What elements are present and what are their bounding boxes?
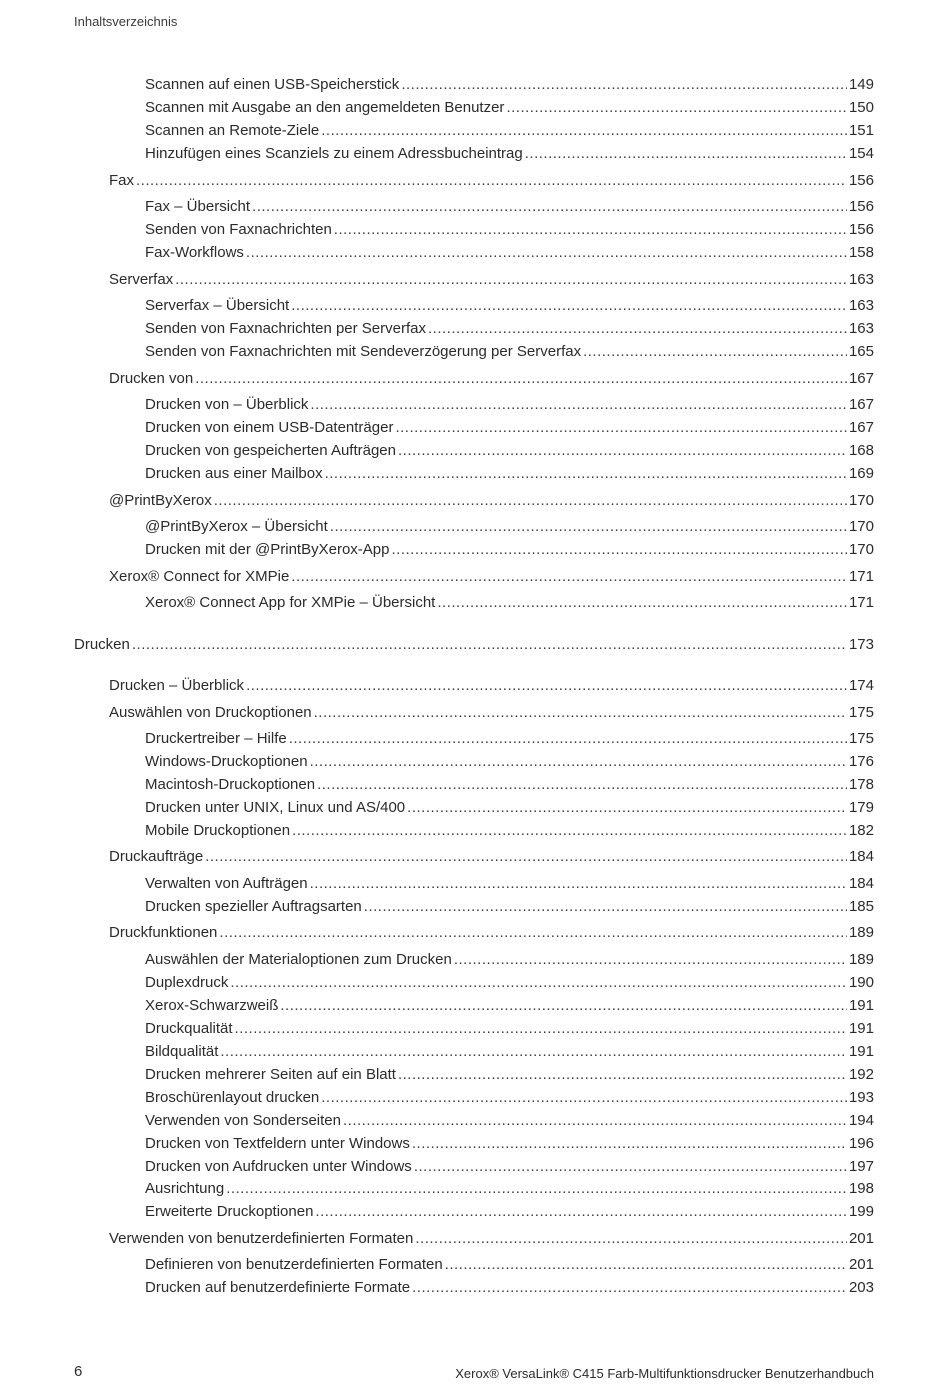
toc-entry-page-number: 158 — [848, 244, 874, 261]
toc-entry-page-number: 163 — [848, 320, 874, 337]
toc-entry-title: Senden von Faxnachrichten — [145, 221, 332, 238]
toc-entry-title: Drucken von Aufdrucken unter Windows — [145, 1158, 412, 1175]
toc-subsection-entry[interactable] — [145, 1202, 874, 1222]
toc-subsection-entry[interactable] — [145, 1065, 874, 1085]
toc-subsection-entry[interactable] — [145, 342, 874, 362]
toc-entry-page-number: 174 — [848, 677, 874, 694]
toc-dot-leader — [437, 593, 847, 613]
toc-entry-page-number: 184 — [848, 848, 874, 865]
toc-entry-page-number: 151 — [848, 122, 874, 139]
toc-subsection-entry[interactable] — [145, 996, 874, 1016]
toc-dot-leader — [398, 1065, 847, 1085]
toc-entry-title: Hinzufügen eines Scanziels zu einem Adressbucheintrag — [145, 145, 523, 162]
toc-entry-title: @PrintByXerox — [109, 492, 212, 509]
toc-section-entry[interactable] — [109, 369, 874, 389]
toc-subsection-entry[interactable] — [145, 121, 874, 141]
toc-dot-leader — [583, 342, 847, 362]
toc-entry-page-number: 179 — [848, 799, 874, 816]
toc-dot-leader — [428, 319, 847, 339]
toc-dot-leader — [195, 369, 847, 389]
toc-dot-leader — [343, 1111, 847, 1131]
toc-subsection-entry[interactable] — [145, 197, 874, 217]
toc-entry-page-number: 192 — [848, 1066, 874, 1083]
toc-entry-title: @PrintByXerox – Übersicht — [145, 518, 328, 535]
toc-entry-page-number: 163 — [848, 297, 874, 314]
toc-entry-title: Drucken von Textfeldern unter Windows — [145, 1135, 410, 1152]
toc-entry-page-number: 156 — [848, 172, 874, 189]
toc-subsection-entry[interactable] — [145, 752, 874, 772]
toc-subsection-entry[interactable] — [145, 75, 874, 95]
toc-dot-leader — [280, 996, 847, 1016]
toc-entry-title: Drucken von – Überblick — [145, 396, 309, 413]
toc-dot-leader — [219, 923, 847, 943]
toc-entry-page-number: 170 — [848, 541, 874, 558]
toc-dot-leader — [252, 197, 847, 217]
toc-entry-title: Drucken aus einer Mailbox — [145, 465, 323, 482]
toc-dot-leader — [220, 1042, 847, 1062]
toc-section-entry[interactable] — [109, 703, 874, 723]
toc-entry-title: Drucken spezieller Auftragsarten — [145, 898, 362, 915]
toc-subsection-entry[interactable] — [145, 540, 874, 560]
toc-section-entry[interactable] — [109, 270, 874, 290]
toc-entry-title: Scannen mit Ausgabe an den angemeldeten Benutzer — [145, 99, 505, 116]
toc-entry-title: Drucken unter UNIX, Linux und AS/400 — [145, 799, 406, 816]
toc-subsection-entry[interactable] — [145, 821, 874, 841]
toc-entry-page-number: 184 — [848, 875, 874, 892]
toc-entry-page-number: 176 — [848, 753, 874, 770]
toc-dot-leader — [289, 729, 847, 749]
toc-entry-title: Drucken von einem USB-Datenträger — [145, 419, 394, 436]
toc-dot-leader — [412, 1134, 847, 1154]
toc-subsection-entry[interactable] — [145, 1019, 874, 1039]
toc-entry-page-number: 175 — [848, 704, 874, 721]
toc-dot-leader — [314, 703, 847, 723]
toc-dot-leader — [391, 540, 846, 560]
toc-subsection-entry[interactable] — [145, 1111, 874, 1131]
toc-entry-page-number: 191 — [848, 997, 874, 1014]
toc-dot-leader — [364, 897, 847, 917]
toc-entry-title: Windows-Druckoptionen — [145, 753, 308, 770]
toc-subsection-entry[interactable] — [145, 1157, 874, 1177]
toc-subsection-entry[interactable] — [145, 98, 874, 118]
toc-dot-leader — [310, 752, 847, 772]
toc-entry-page-number: 189 — [848, 924, 874, 941]
toc-chapter-entry[interactable] — [74, 635, 874, 655]
toc-entry-page-number: 167 — [848, 396, 874, 413]
toc-section-entry[interactable] — [109, 676, 874, 696]
toc-subsection-entry[interactable] — [145, 1042, 874, 1062]
toc-entry-title: Scannen an Remote-Ziele — [145, 122, 320, 139]
toc-subsection-entry[interactable] — [145, 395, 874, 415]
toc-dot-leader — [325, 464, 847, 484]
toc-section-entry[interactable] — [109, 171, 874, 191]
toc-dot-leader — [412, 1278, 847, 1298]
toc-entry-title: Druckqualität — [145, 1020, 233, 1037]
toc-entry-page-number: 182 — [848, 822, 874, 839]
toc-dot-leader — [315, 1202, 847, 1222]
toc-dot-leader — [136, 171, 847, 191]
toc-dot-leader — [291, 296, 847, 316]
toc-entry-title: Mobile Druckoptionen — [145, 822, 291, 839]
toc-entry-page-number: 170 — [848, 492, 874, 509]
toc-entry-title: Duplexdruck — [145, 974, 229, 991]
toc-entry-title: Erweiterte Druckoptionen — [145, 1203, 314, 1220]
toc-entry-title: Drucken von gespeicherten Aufträgen — [145, 442, 396, 459]
toc-entry-page-number: 178 — [848, 776, 874, 793]
toc-dot-leader — [445, 1255, 847, 1275]
toc-entry-page-number: 171 — [848, 568, 874, 585]
footer-document-title: Xerox® VersaLink® C415 Farb-Multifunktionsdrucker Benutzerhandbuch — [455, 1366, 874, 1381]
toc-entry-page-number: 163 — [848, 271, 874, 288]
toc-entry-page-number: 167 — [848, 370, 874, 387]
toc-entry-page-number: 191 — [848, 1020, 874, 1037]
toc-entry-page-number: 197 — [848, 1158, 874, 1175]
toc-entry-title: Bildqualität — [145, 1043, 219, 1060]
toc-subsection-entry[interactable] — [145, 874, 874, 894]
toc-subsection-entry[interactable] — [145, 593, 874, 613]
toc-entry-page-number: 156 — [848, 221, 874, 238]
toc-dot-leader — [398, 441, 847, 461]
toc-entry-page-number: 150 — [848, 99, 874, 116]
toc-dot-leader — [525, 144, 847, 164]
toc-subsection-entry[interactable] — [145, 243, 874, 263]
toc-subsection-entry[interactable] — [145, 973, 874, 993]
toc-entry-page-number: 199 — [848, 1203, 874, 1220]
toc-dot-leader — [226, 1179, 847, 1199]
toc-subsection-entry[interactable] — [145, 464, 874, 484]
toc-dot-leader — [246, 676, 847, 696]
toc-subsection-entry[interactable] — [145, 1134, 874, 1154]
toc-dot-leader — [214, 491, 847, 511]
toc-entry-page-number: 168 — [848, 442, 874, 459]
toc-section-entry[interactable] — [109, 847, 874, 867]
toc-entry-title: Drucken – Überblick — [109, 677, 245, 694]
toc-dot-leader — [235, 1019, 847, 1039]
toc-entry-page-number: 149 — [848, 76, 874, 93]
toc-entry-title: Broschürenlayout drucken — [145, 1089, 320, 1106]
toc-entry-title: Verwalten von Aufträgen — [145, 875, 308, 892]
toc-subsection-entry[interactable] — [145, 950, 874, 970]
toc-entry-title: Drucken — [74, 636, 130, 653]
toc-dot-leader — [334, 220, 847, 240]
toc-subsection-entry[interactable] — [145, 729, 874, 749]
toc-entry-title: Ausrichtung — [145, 1180, 225, 1197]
toc-section-entry[interactable] — [109, 491, 874, 511]
toc-dot-leader — [506, 98, 847, 118]
toc-entry-title: Drucken mehrerer Seiten auf ein Blatt — [145, 1066, 396, 1083]
toc-entry-title: Druckfunktionen — [109, 924, 218, 941]
toc-subsection-entry[interactable] — [145, 1255, 874, 1275]
toc-entry-title: Serverfax — [109, 271, 174, 288]
toc-entry-title: Fax – Übersicht — [145, 198, 251, 215]
toc-section-entry[interactable] — [109, 567, 874, 587]
toc-entry-title: Xerox® Connect App for XMPie – Übersicht — [145, 594, 436, 611]
toc-dot-leader — [292, 821, 847, 841]
toc-subsection-entry[interactable] — [145, 798, 874, 818]
toc-dot-leader — [401, 75, 847, 95]
toc-dot-leader — [310, 395, 847, 415]
toc-entry-page-number: 194 — [848, 1112, 874, 1129]
toc-dot-leader — [132, 635, 847, 655]
toc-entry-page-number: 170 — [848, 518, 874, 535]
toc-entry-title: Auswählen von Druckoptionen — [109, 704, 312, 721]
toc-entry-title: Definieren von benutzerdefinierten Formaten — [145, 1256, 443, 1273]
toc-entry-page-number: 173 — [848, 636, 874, 653]
running-header: Inhaltsverzeichnis — [74, 14, 178, 29]
toc-entry-page-number: 193 — [848, 1089, 874, 1106]
toc-dot-leader — [291, 567, 847, 587]
toc-entry-title: Senden von Faxnachrichten per Serverfax — [145, 320, 426, 337]
toc-dot-leader — [407, 798, 847, 818]
toc-subsection-entry[interactable] — [145, 1179, 874, 1199]
toc-entry-page-number: 189 — [848, 951, 874, 968]
toc-entry-title: Fax — [109, 172, 135, 189]
toc-entry-page-number: 175 — [848, 730, 874, 747]
footer-page-number: 6 — [74, 1363, 83, 1380]
toc-entry-title: Senden von Faxnachrichten mit Sendeverzögerung per Serverfax — [145, 343, 582, 360]
toc-dot-leader — [330, 517, 847, 537]
toc-entry-title: Xerox® Connect for XMPie — [109, 568, 290, 585]
toc-dot-leader — [230, 973, 847, 993]
toc-entry-title: Xerox-Schwarzweiß — [145, 997, 279, 1014]
toc-entry-page-number: 185 — [848, 898, 874, 915]
toc-entry-title: Drucken auf benutzerdefinierte Formate — [145, 1279, 411, 1296]
toc-entry-title: Macintosh-Druckoptionen — [145, 776, 316, 793]
toc-dot-leader — [415, 1229, 847, 1249]
toc-entry-title: Scannen auf einen USB-Speicherstick — [145, 76, 400, 93]
toc-entry-title: Drucken von — [109, 370, 194, 387]
toc-entry-page-number: 191 — [848, 1043, 874, 1060]
toc-dot-leader — [317, 775, 847, 795]
toc-subsection-entry[interactable] — [145, 897, 874, 917]
toc-entry-title: Verwenden von Sonderseiten — [145, 1112, 341, 1129]
toc-entry-page-number: 154 — [848, 145, 874, 162]
toc-entry-title: Auswählen der Materialoptionen zum Drucken — [145, 951, 452, 968]
toc-subsection-entry[interactable] — [145, 1278, 874, 1298]
toc-subsection-entry[interactable] — [145, 418, 874, 438]
toc-dot-leader — [321, 121, 847, 141]
toc-entry-page-number: 169 — [848, 465, 874, 482]
toc-entry-page-number: 167 — [848, 419, 874, 436]
toc-entry-page-number: 198 — [848, 1180, 874, 1197]
toc-entry-page-number: 171 — [848, 594, 874, 611]
toc-subsection-entry[interactable] — [145, 1088, 874, 1108]
toc-entry-page-number: 203 — [848, 1279, 874, 1296]
toc-subsection-entry[interactable] — [145, 441, 874, 461]
toc-entry-page-number: 156 — [848, 198, 874, 215]
toc-entry-title: Drucken mit der @PrintByXerox-App — [145, 541, 390, 558]
toc-dot-leader — [175, 270, 847, 290]
toc-subsection-entry[interactable] — [145, 296, 874, 316]
toc-section-entry[interactable] — [109, 1229, 874, 1249]
toc-dot-leader — [454, 950, 847, 970]
toc-subsection-entry[interactable] — [145, 319, 874, 339]
toc-entry-title: Druckertreiber – Hilfe — [145, 730, 287, 747]
toc-dot-leader — [414, 1157, 847, 1177]
toc-section-entry[interactable] — [109, 923, 874, 943]
toc-entry-title: Druckaufträge — [109, 848, 204, 865]
toc-dot-leader — [246, 243, 847, 263]
toc-subsection-entry[interactable] — [145, 144, 874, 164]
toc-subsection-entry[interactable] — [145, 220, 874, 240]
toc-dot-leader — [205, 847, 847, 867]
toc-subsection-entry[interactable] — [145, 775, 874, 795]
toc-entry-page-number: 201 — [848, 1230, 874, 1247]
toc-dot-leader — [310, 874, 847, 894]
toc-dot-leader — [321, 1088, 847, 1108]
toc-entry-page-number: 201 — [848, 1256, 874, 1273]
toc-entry-page-number: 196 — [848, 1135, 874, 1152]
toc-dot-leader — [395, 418, 847, 438]
toc-entry-title: Serverfax – Übersicht — [145, 297, 290, 314]
toc-entry-page-number: 165 — [848, 343, 874, 360]
toc-entry-title: Verwenden von benutzerdefinierten Formaten — [109, 1230, 414, 1247]
toc-entry-page-number: 190 — [848, 974, 874, 991]
toc-subsection-entry[interactable] — [145, 517, 874, 537]
toc-entry-title: Fax-Workflows — [145, 244, 244, 261]
